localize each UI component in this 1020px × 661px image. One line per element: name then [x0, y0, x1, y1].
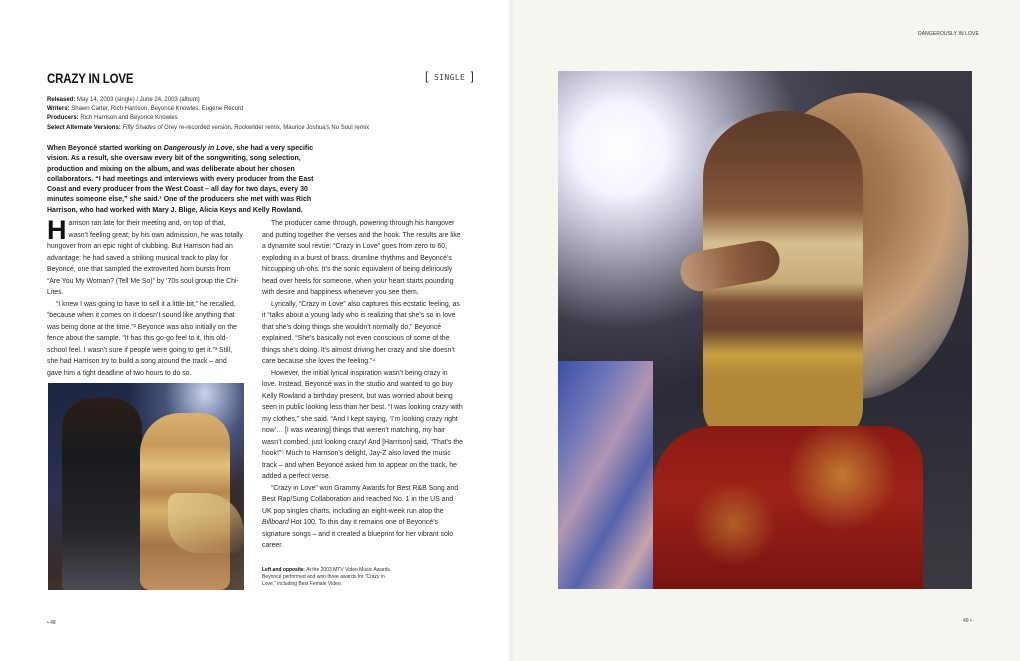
- bracket-close: ]: [470, 69, 475, 83]
- photo-figure-man: [62, 398, 142, 590]
- single-tag: [425, 69, 474, 83]
- running-head: DANGEROUSLY IN LOVE: [918, 31, 979, 37]
- meta-released: Released: May 14, 2003 (single) / June 24, 2003 (album): [47, 97, 200, 103]
- song-title: CRAZY IN LOVE: [47, 70, 134, 86]
- body-paragraph: However, the initial lyrical inspiration wasn’t being crazy in love. Instead, Beyoncé was in the studio and wanted to go buy Kelly Rowland a birthday present, but was worried about being seen in public looking less than her best. “I was looking crazy with my clothes,” she said. “And I kept saying, ‘I’m looking crazy right now’… [I was wearing] things that weren’t matching, my hair wasn’t combed, just looking crazy! And [Harrison] said, “That’s the hook!”⁵ Much to Harrison’s delight, Jay-Z also loved the music track – and when Beyoncé asked him to appear on the track, he added a perfect verse.: [262, 369, 463, 480]
- tag-label: SINGLE: [433, 73, 466, 82]
- bracket-open: [: [425, 69, 429, 83]
- page-number-left: • 48: [47, 620, 56, 626]
- meta-producers: Producers: Rich Harrison and Beyoncé Knowles: [47, 115, 178, 122]
- lede-paragraph: When Beyoncé started working on Dangerously in Love, she had a very specific vision. As a result, she oversaw every bit of the songwriting, song selection, production and mixing on the album, and was deliberate about her chosen collaborators. “I had meetings and interviews with every producer from the East Coast and every producer from the West Coast – all day for two days, every 30 minutes someone else,” she said.¹ One of the producers she met with was Rich Harrison, who had worked with Mary J. Blige, Alicia Keys and Kelly Rowland.: [47, 145, 314, 214]
- song-metadata: [47, 96, 467, 133]
- body-paragraph: “I knew I was going to have to sell it a little bit,” he recalled, “because when it comes on it doesn’t sound like anything that was being done at the time.”² Beyoncé was also initially on the fence about the sample. “It has this go-go feel to it, this old-school feel. I wasn’t sure if people were going to get it.”³ Still, she had Harrison try to build a song around the track – and gave him a tight deadline of two hours to do so.: [47, 300, 237, 377]
- body-column-2: [262, 218, 464, 552]
- body-paragraph: The producer came through, powering through his hangover and putting together the verses and the hook. The results are like a dynamite soul revue: “Crazy in Love” goes from zero to 60, exploding in a burst of brass, drumline rhythms and Beyoncé’s hiccupping uh-ohs. It’s the sonic equivalent of being deliriously head over heels for someone, when your heart starts pounding with desire and happiness whenever you see them.: [262, 220, 461, 296]
- photo-stage-screen: [558, 361, 653, 589]
- photo-costume-detail: [168, 493, 244, 553]
- photo-caption: Left and opposite: At the 2003 MTV Video Music Awards, Beyoncé performed and won three awards for “Crazy in Love,” including Best Female Video.: [262, 567, 392, 588]
- body-paragraph: “Crazy in Love” won Grammy Awards for Best R&B Song and Best Rap/Sung Collaboration and reached No. 1 in the US and UK pop singles charts, including an eight-week run atop the Billboard Hot 100. To this day it remains one of Beyoncé’s signature songs – and it created a blueprint for her vibrant solo career.: [262, 484, 459, 549]
- photo-performance-solo: [558, 71, 972, 589]
- meta-alternate-versions: Select Alternate Versions: Fifty Shades of Grey re-recorded version, Rockwilder remix, Maurice Joshua's Nu Soul remix: [47, 124, 370, 131]
- page-number-right: 49 •: [963, 618, 972, 624]
- body-paragraph: Lyrically, “Crazy in Love” also captures this ecstatic feeling, as it “talks about a young lady who is realizing that she’s so in love that she’s doing things she wouldn’t normally do,” Beyoncé explained. “She’s basically not even conscious of some of the things she’s doing. It’s almost driving her crazy and she doesn’t care because she loves the feeling.”⁴: [262, 300, 460, 365]
- meta-writers: Writers: Shawn Carter, Rich Harrison, Beyoncé Knowles, Eugene Record: [47, 106, 244, 113]
- spine: [505, 0, 515, 661]
- body-column-1: [47, 215, 243, 379]
- drop-cap: H: [47, 215, 67, 245]
- photo-red-pants: [653, 426, 923, 589]
- photo-performance-duo: [48, 383, 244, 590]
- body-paragraph: Harrison ran late for their meeting and, on top of that, wasn’t feeling great; by his own admission, he was totally hungover from an epic night of clubbing. But Harrison had an advantage: he had saved a striking musical track to play for Beyoncé, one that sampled the extroverted horn bursts from “Are You My Woman? (Tell Me So)” by ’70s soul group the Chi-Lites.: [47, 215, 243, 296]
